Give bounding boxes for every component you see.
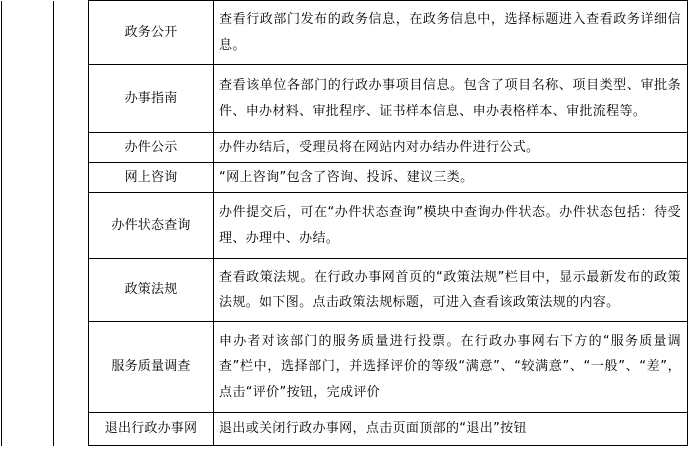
function-description-cell: 申办者对该部门的服务质量进行投票。在行政办事网右下方的“服务质量调查”栏中，选择部门，并选择评价的等级“满意”、“较满意”、“一般”、“差”，点击“评价”按钮，完成评价 — [214, 322, 688, 413]
function-name-cell: 退出行政办事网 — [89, 413, 214, 446]
function-description-cell: 查看政策法规。在行政办事网首页的“政策法规”栏目中，显示最新发布的政策法规。如下图。点击政策法规标题，可进入查看该政策法规的内容。 — [214, 259, 688, 322]
table-row — [2, 163, 688, 193]
function-description-cell: 办件办结后，受理员将在网站内对办结办件进行公式。 — [214, 133, 688, 163]
table-row — [2, 322, 688, 413]
blank-column-1 — [2, 1, 54, 446]
table-row — [2, 1, 688, 65]
function-name-cell: 政策法规 — [89, 259, 214, 322]
table-row — [2, 193, 688, 259]
function-description-cell: “网上咨询”包含了咨询、投诉、建议三类。 — [214, 163, 688, 193]
function-description-cell: 查看行政部门发布的政务信息，在政务信息中，选择标题进入查看政务详细信息。 — [214, 1, 688, 65]
function-name-cell: 政务公开 — [89, 1, 214, 65]
table-row — [2, 65, 688, 133]
blank-column-2 — [54, 1, 89, 446]
function-description-cell: 退出或关闭行政办事网，点击页面顶部的“退出”按钮 — [214, 413, 688, 446]
function-name-cell: 网上咨询 — [89, 163, 214, 193]
function-name-cell: 服务质量调查 — [89, 322, 214, 413]
table-row — [2, 259, 688, 322]
table-row — [2, 413, 688, 446]
table-row — [2, 133, 688, 163]
function-description-cell: 办件提交后，可在“办件状态查询”模块中查询办件状态。办件状态包括：待受理、办理中、办结。 — [214, 193, 688, 259]
function-name-cell: 办件公示 — [89, 133, 214, 163]
function-name-cell: 办件状态查询 — [89, 193, 214, 259]
function-description-table — [1, 0, 688, 446]
function-description-cell: 查看该单位各部门的行政办事项目信息。包含了项目名称、项目类型、审批条件、申办材料、审批程序、证书样本信息、申办表格样本、审批流程等。 — [214, 65, 688, 133]
function-name-cell: 办事指南 — [89, 65, 214, 133]
